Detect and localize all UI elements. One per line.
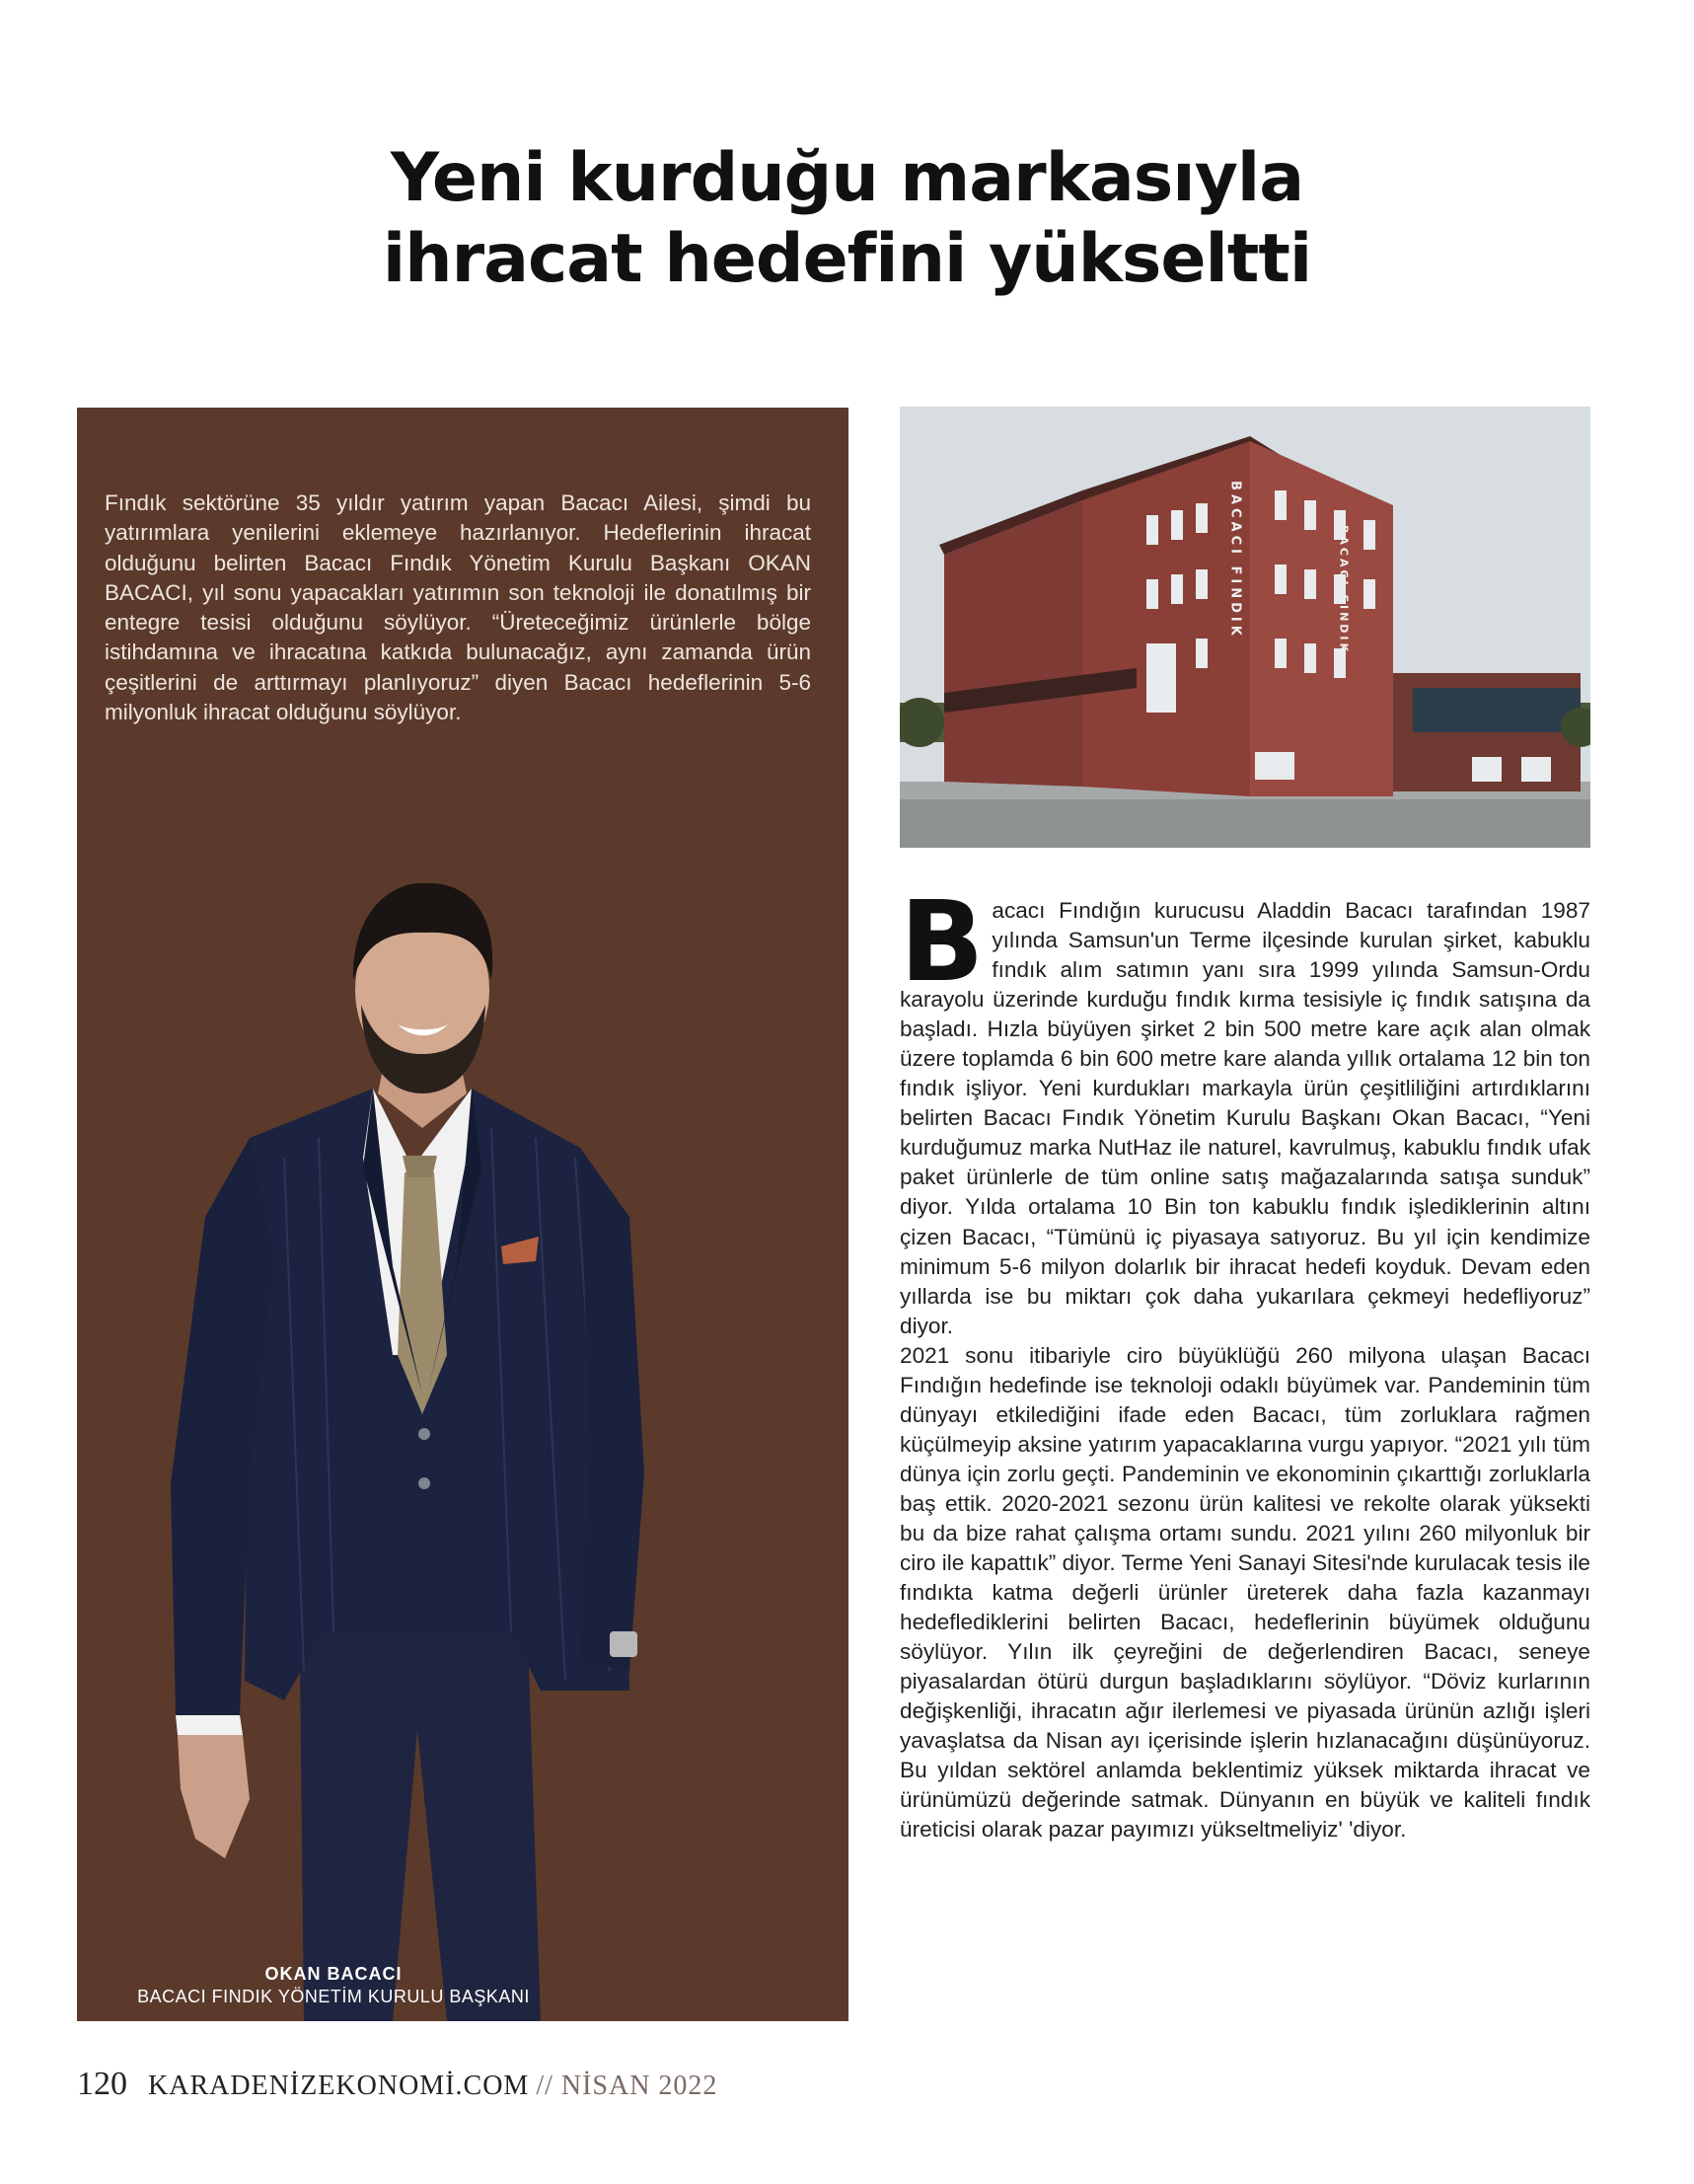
caption-name: OKAN BACACI: [264, 1964, 403, 1984]
portrait-photo: [77, 842, 848, 2021]
footer-issue: // NİSAN 2022: [536, 2071, 718, 2101]
caption-role: BACACI FINDIK YÖNETİM KURULU BAŞKANI: [137, 1987, 530, 2006]
factory-building-illustration: [900, 407, 1590, 848]
photo-caption: [77, 1964, 590, 2007]
building-sign-right: BACACI FINDIK: [1337, 525, 1351, 655]
lead-panel: [77, 408, 848, 2021]
title-line-1: Yeni kurduğu markasıyla: [390, 139, 1304, 217]
body-paragraph-1-text: acacı Fındığın kurucusu Aladdin Bacacı tarafından 1987 yılında Samsun'un Terme ilçesinde kurulan şirket, kabuklu fındık alım satımın yanı sıra 1999 yılında Samsun-Ordu karayolu üzerinde kurduğu fındık kırma tesisiyle iç fındık satışına da başladı. Hızla büyüyen şirket 2 bin 500 metre kare açık alan olmak üzere toplamda 6 bin 600 metre kare alanda yıllık ortalama 12 bin ton fındık işliyor. Yeni kurdukları markayla ürün çeşitliliğini artırdıklarını belirten Bacacı Fındık Yönetim Kurulu Başkanı Okan Bacacı, “Yeni kurduğumuz marka NutHaz ile naturel, kavrulmuş, kabuklu fındık ufak paket ürünlerle de tüm online satış mağazalarında satışa sunduk” diyor. Yılda ortalama 10 Bin ton kabuklu fındık işlediklerinin altını çizen Bacacı, “Tümünü iç piyasaya satıyoruz. Bu yıl için kendimize minimum 5-6 milyon dolarlık bir ihracat hedefi koyduk. Devam eden yıllarda ise bu miktarı çok daha yukarılara çekmeyi hedefliyoruz” diyor.: [900, 898, 1590, 1338]
lead-paragraph: Fındık sektörüne 35 yıldır yatırım yapan Bacacı Ailesi, şimdi bu yatırımlara yenilerini eklemeye hazırlanıyor. Hedeflerinin ihracat olduğunu belirten Bacacı Fındık Yönetim Kurulu Başkanı OKAN BACACI, yıl sonu yapacakları yatırımın son teknoloji ile donatılmış bir entegre tesisi olduğunu söylüyor. “Üreteceğimiz ürünlerle bölge istihdamına ve ihracatına katkıda bulunacağız, aynı zamanda ürün çeşitlerini de arttırmayı planlıyoruz” diyen Bacacı hedeflerinin 5-6 milyonluk ihracat olduğunu söylüyor.: [105, 490, 811, 725]
footer-site: KARADENİZEKONOMİ.COM: [148, 2071, 530, 2101]
drop-cap: B: [900, 878, 985, 1007]
article-title: [0, 138, 1694, 300]
page-number: 120: [77, 2066, 127, 2102]
building-sign-left: BACACI FINDIK: [1227, 481, 1243, 640]
body-paragraph-2: 2021 sonu itibariyle ciro büyüklüğü 260 milyona ulaşan Bacacı Fındığın hedefinde ise teknoloji odaklı büyümek var. Pandeminin tüm dünyayı etkilediğini ifade eden Bacacı, tüm zorluklara rağmen küçülmeyip aksine yatırım yapacaklarına vurgu yapıyor. “2021 yılı tüm dünya için zorlu geçti. Pandeminin ve ekonominin çıkarttığı zorluklarla baş ettik. 2020-2021 sezonu ürün kalitesi ve rekolte olarak yüksekti bu da bize rahat çalışma ortamı sundu. 2021 yılını 260 milyonluk bir ciro ile kapattık” diyor. Terme Yeni Sanayi Sitesi'nde kurulacak tesis ile fındıkta katma değerli ürünler üreterek daha fazla kazanmayı hedeflediklerini belirten Bacacı, hedeflerinin büyümek olduğunu söylüyor. Yılın ilk çeyreğini de değerlendiren Bacacı, seneye piyasalardan ötürü durgun başladıklarını söylüyor. “Döviz kurlarının değişkenliği, ihracatın ağır ilerlemesi ve piyasada ürünün azlığı işleri yavaşlatsa da Nisan ayı içerisinde işlerin hızlanacağını düşünüyoruz. Bu yıldan sektörel anlamda beklentimiz yüksek miktarda ihracat ve ürünümüzü değerinde satmak. Dünyanın en büyük ve kaliteli fındık üreticisi olarak pazar payımızı yükseltmeliyiz' 'diyor.: [900, 1342, 1590, 1843]
body-paragraph-1: [900, 878, 1590, 1341]
factory-photo: [900, 407, 1590, 848]
page-footer: [77, 2066, 717, 2103]
article-body: [900, 878, 1590, 1845]
title-line-2: ihracat hedefini yükseltti: [382, 220, 1312, 298]
